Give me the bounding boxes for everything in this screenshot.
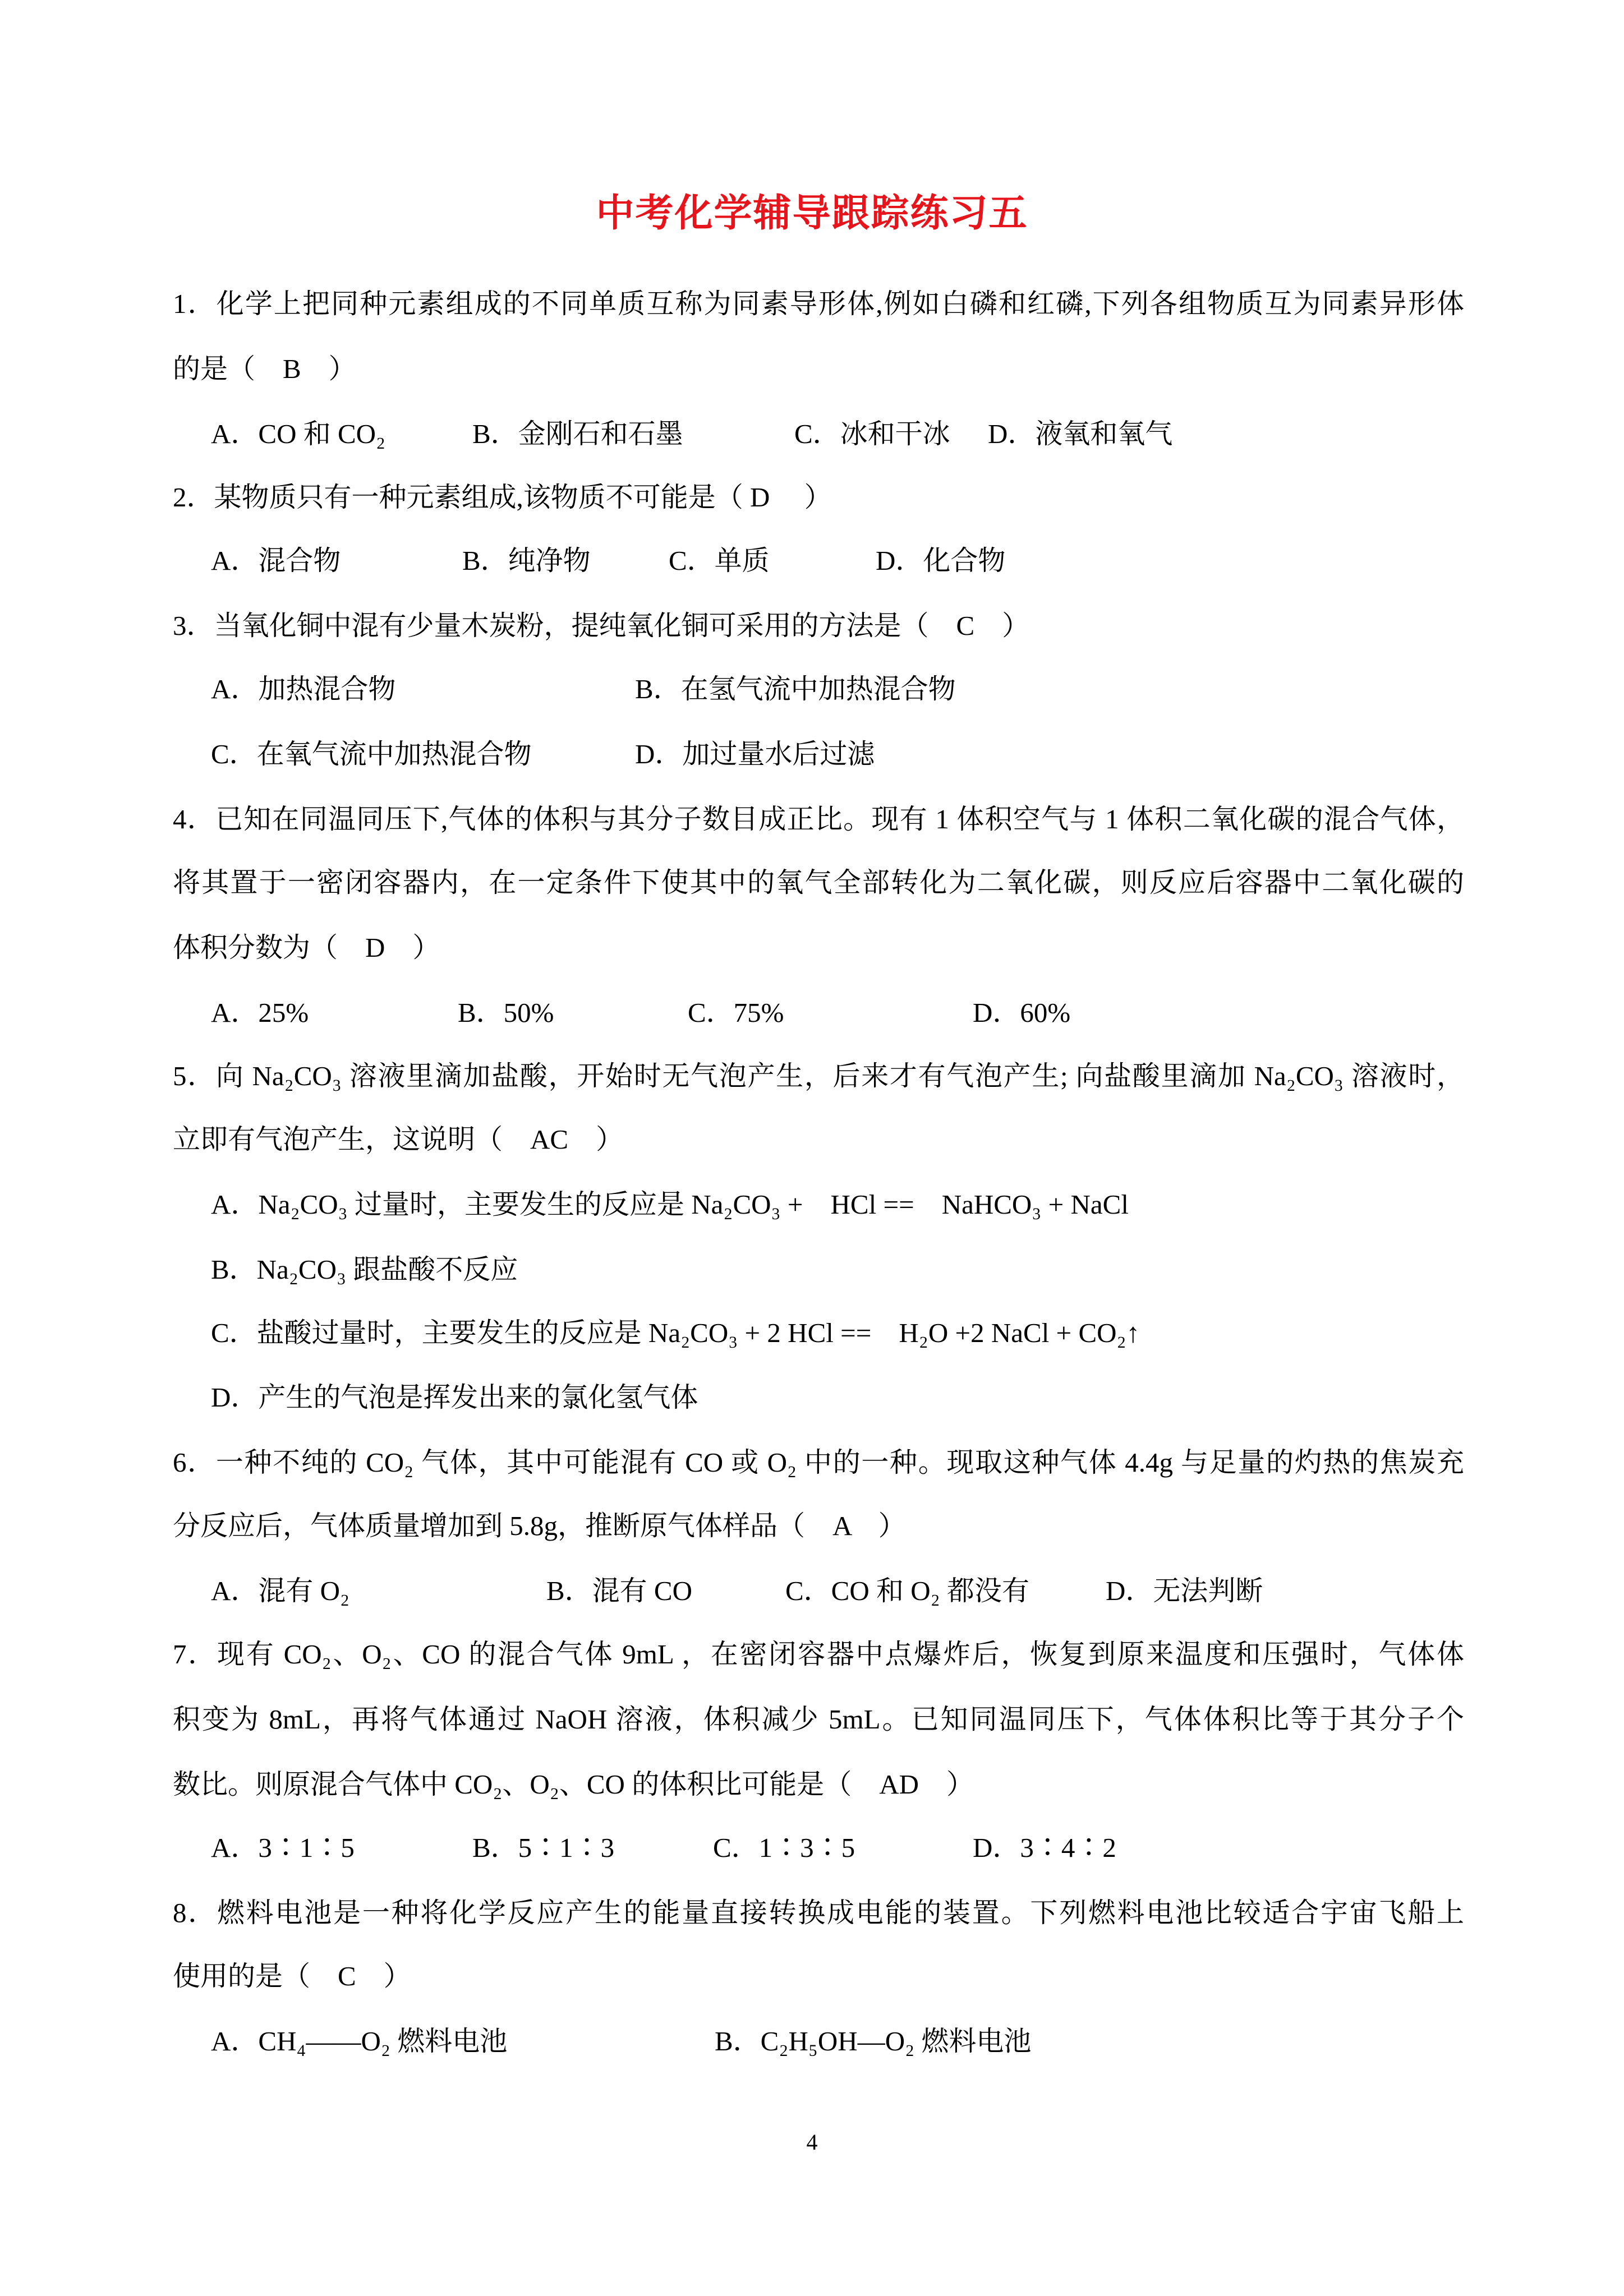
q1-option-a: A．CO 和 CO₂ [211,418,386,449]
q4-option-b: B．50% [458,997,554,1028]
q4-option-c: C．75% [688,997,784,1028]
page-title: 中考化学辅导跟踪练习五 [596,192,1028,234]
q2-option-a: A．混合物 [211,545,341,576]
q5-option-b: B．Na₂CO₃ 跟盐酸不反应 [211,1254,518,1285]
q2-option-c: C．单质 [669,545,770,576]
question-4-stem-cont: 将其置于一密闭容器内，在一定条件下使其中的氧气全部转化为二氧化碳，则反应后容器中二氧化碳的 [173,867,1464,898]
q5-option-a: A．Na₂CO₃ 过量时，主要发生的反应是 Na₂CO₃ + HCl == NaHCO₃ + NaCl [211,1189,1129,1220]
question-1-stem-cont: 的是（ B ） [173,353,356,384]
question-8-stem-cont: 使用的是（ C ） [173,1961,411,1991]
q6-option-c: C．CO 和 O₂ 都没有 [785,1575,1029,1606]
question-7-stem-end: 数比。则原混合气体中 CO₂、O₂、CO 的体积比可能是（ AD ） [173,1769,974,1800]
question-6-stem: 6．一种不纯的 CO₂ 气体，其中可能混有 CO 或 O₂ 中的一种。现取这种气体 4.4g 与足量的灼热的焦炭充 [173,1447,1464,1478]
q1-option-b: B．金刚石和石墨 [472,418,683,449]
q7-option-d: D．3∶4∶2 [973,1832,1116,1863]
q7-option-b: B．5∶1∶3 [472,1832,615,1863]
question-1-stem: 1．化学上把同种元素组成的不同单质互称为同素导形体,例如白磷和红磷,下列各组物质互为同素异形体 [173,288,1464,319]
q3-option-c: C．在氧气流中加热混合物 [211,739,532,769]
q8-option-a: A．CH₄——O₂ 燃料电池 [211,2026,508,2057]
q7-option-a: A．3∶1∶5 [211,1832,355,1863]
q1-option-c: C．冰和干冰 [794,418,950,449]
q7-option-c: C．1∶3∶5 [713,1832,855,1863]
q3-option-d: D．加过量水后过滤 [635,739,875,769]
question-8-stem: 8．燃料电池是一种将化学反应产生的能量直接转换成电能的装置。下列燃料电池比较适合宇宙飞船上 [173,1897,1464,1928]
q4-option-d: D．60% [973,997,1071,1028]
question-2-stem: 2．某物质只有一种元素组成,该物质不可能是（ D ） [173,482,832,513]
q6-option-d: D．无法判断 [1106,1575,1263,1606]
q3-option-b: B．在氢气流中加热混合物 [635,674,956,704]
question-7-stem: 7．现有 CO₂、O₂、CO 的混合气体 9mL ，在密闭容器中点爆炸后，恢复到原来温度和压强时，气体体 [173,1639,1464,1670]
q4-option-a: A．25% [211,997,309,1028]
question-6-stem-cont: 分反应后，气体质量增加到 5.8g，推断原气体样品（ A ） [173,1510,906,1541]
q6-option-a: A．混有 O₂ [211,1575,350,1606]
question-3-stem: 3．当氧化铜中混有少量木炭粉，提纯氧化铜可采用的方法是（ C ） [173,610,1030,641]
question-5-stem-cont: 立即有气泡产生，这说明（ AC ） [173,1124,624,1155]
q8-option-b: B．C₂H₅OH—O₂ 燃料电池 [715,2026,1032,2057]
q3-option-a: A．加热混合物 [211,674,396,704]
q5-option-c: C．盐酸过量时，主要发生的反应是 Na₂CO₃ + 2 HCl == H₂O +2 NaCl + CO₂↑ [211,1317,1140,1348]
question-4-stem-end: 体积分数为（ D ） [173,932,440,963]
question-4-stem: 4．已知在同温同压下,气体的体积与其分子数目成正比。现有 1 体积空气与 1 体积二氧化碳的混合气体， [173,804,1464,835]
question-7-stem-cont: 积变为 8mL，再将气体通过 NaOH 溶液，体积减少 5mL。已知同温同压下，气体体积比等于其分子个 [173,1704,1464,1735]
q1-option-d: D．液氧和氧气 [988,418,1173,449]
q6-option-b: B．混有 CO [546,1575,693,1606]
q2-option-d: D．化合物 [876,545,1006,576]
q5-option-d: D．产生的气泡是挥发出来的氯化氢气体 [211,1382,698,1413]
q2-option-b: B．纯净物 [462,545,591,576]
question-5-stem: 5．向 Na₂CO₃ 溶液里滴加盐酸，开始时无气泡产生，后来才有气泡产生; 向盐酸里滴加 Na₂CO₃ 溶液时， [173,1061,1464,1091]
page-number: 4 [806,2129,818,2155]
